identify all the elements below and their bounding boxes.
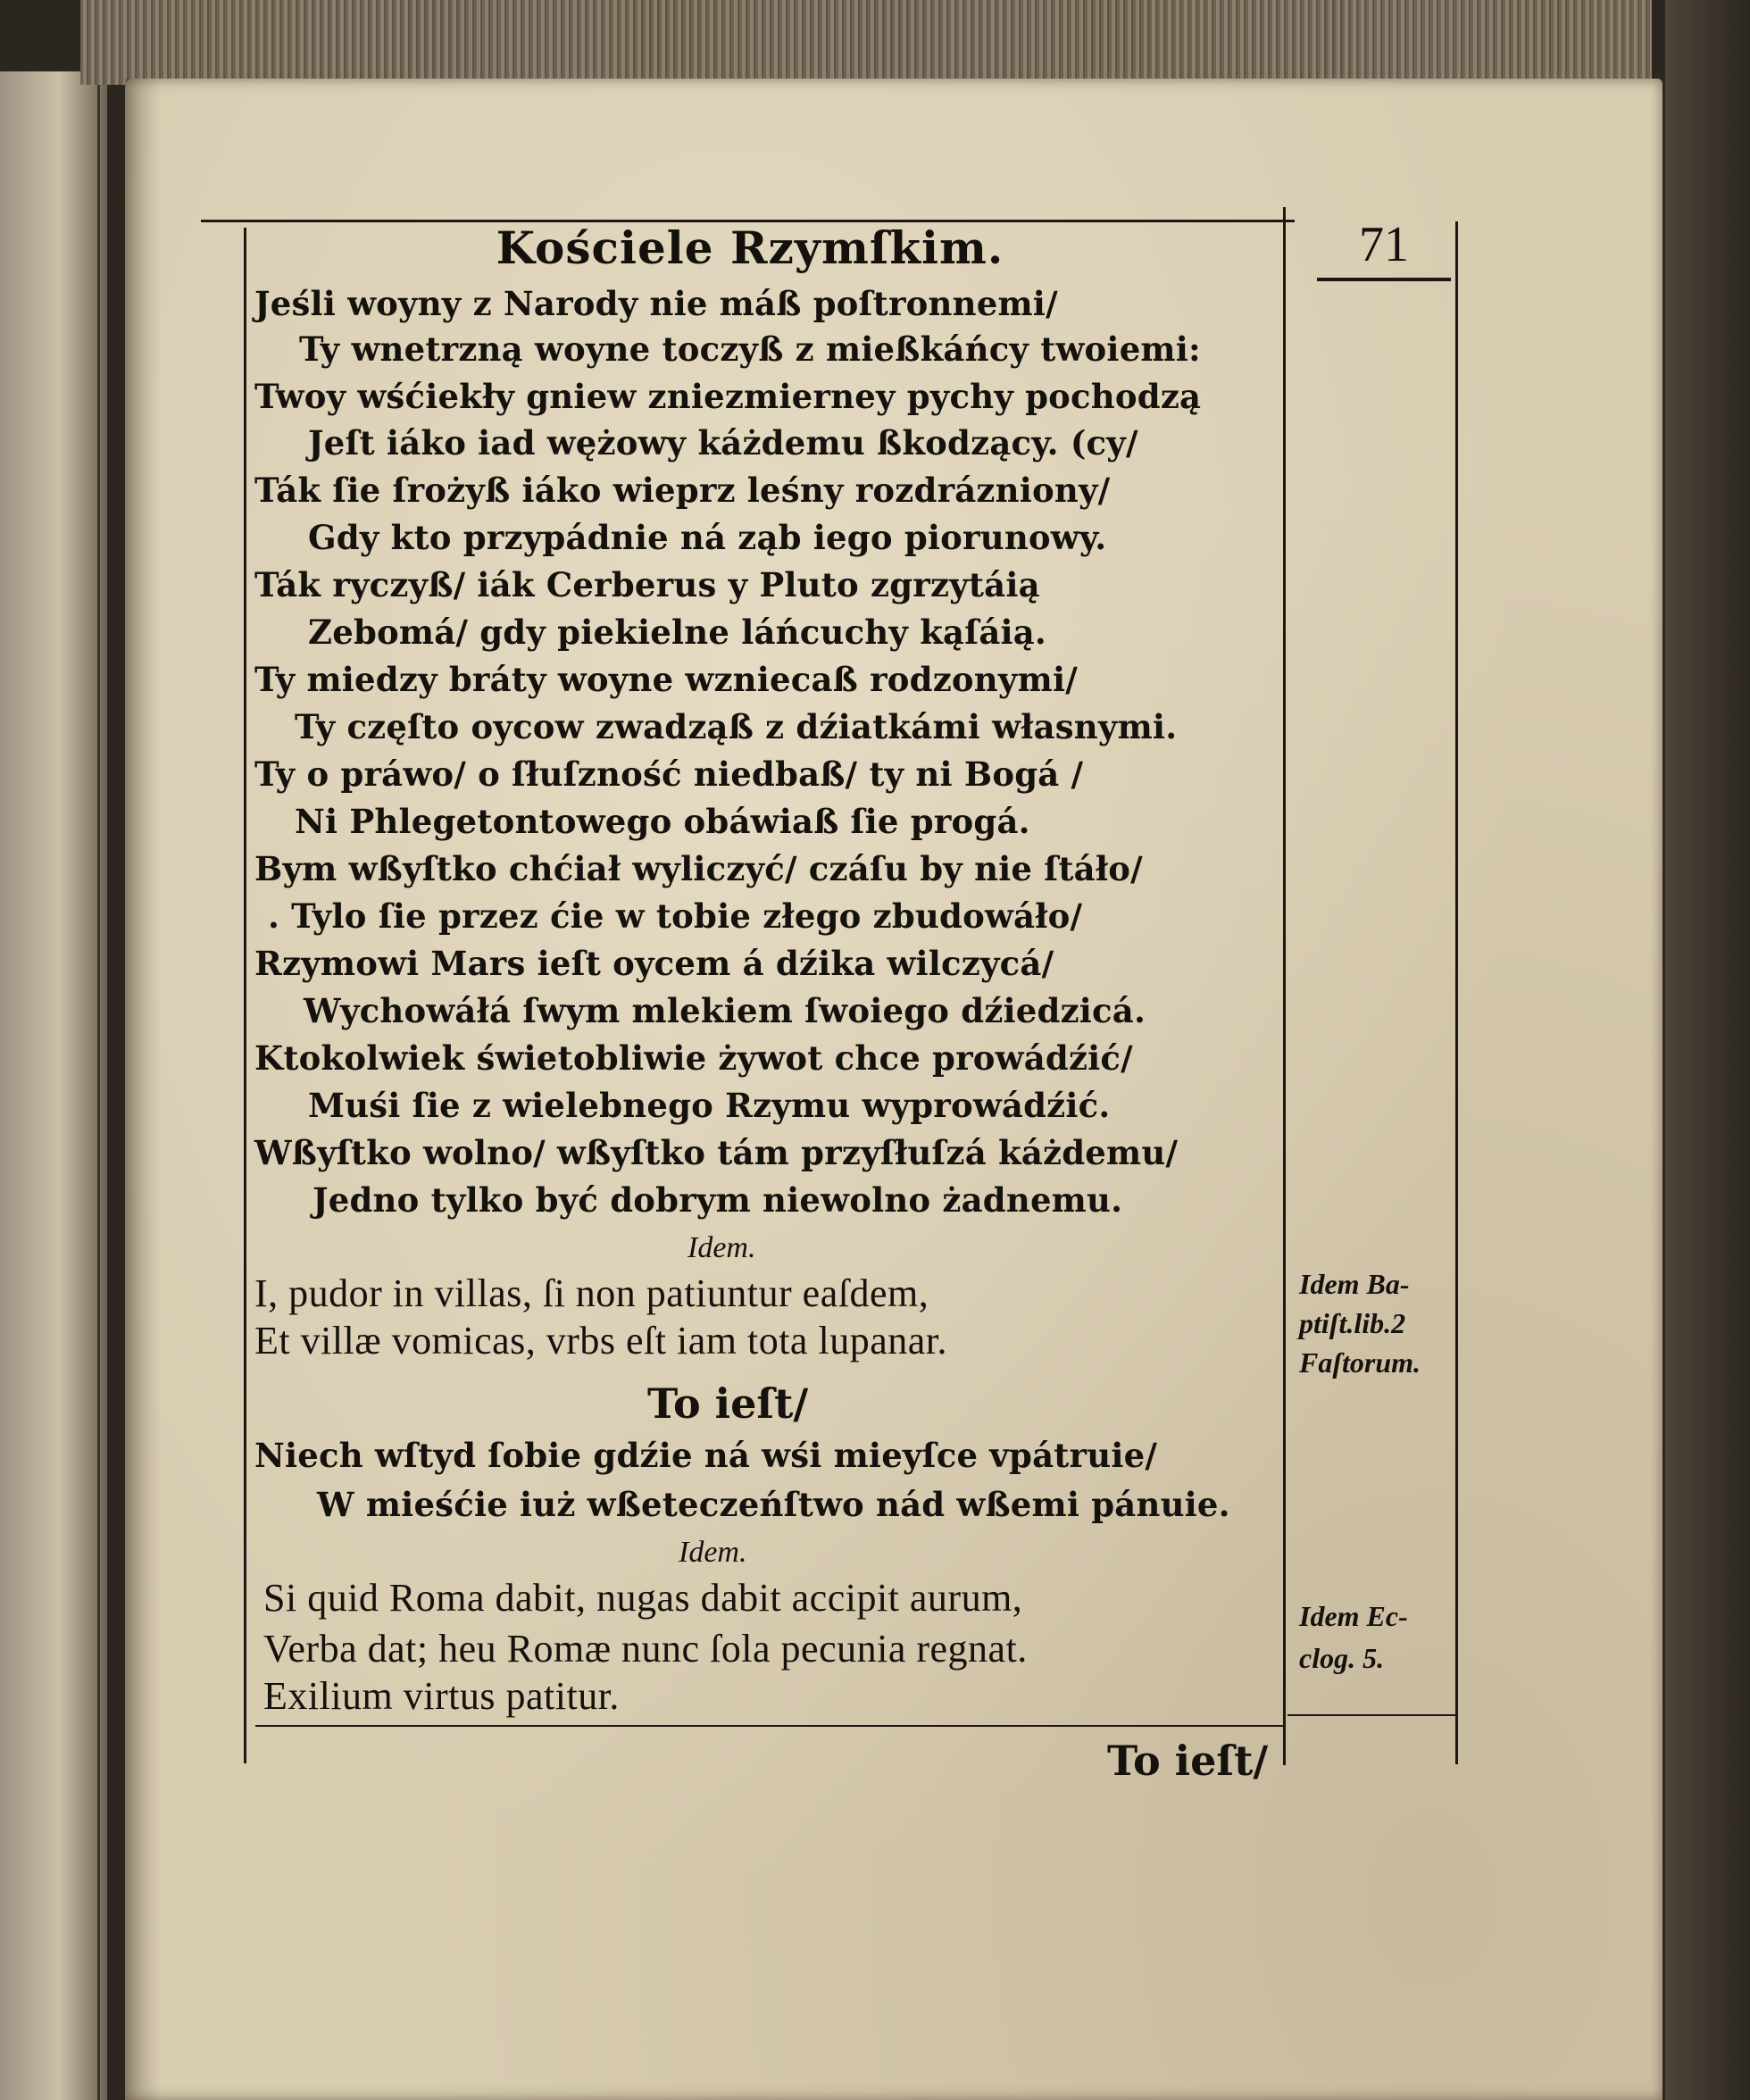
book-cover-edge — [1665, 0, 1750, 2100]
catchword: To ieſt/ — [1107, 1737, 1269, 1785]
verse-line: Ni Phlegetontowego obáwiaß ſie progá. — [295, 802, 1030, 841]
left-frame-rule — [244, 228, 246, 1763]
book-page-edges — [80, 0, 1652, 85]
verse-line: Muśi ſie z wielebnego Rzymu wyprowádźić. — [308, 1086, 1111, 1125]
page-number: 71 — [1359, 217, 1409, 272]
binding-thread — [112, 183, 125, 210]
verse-line: Bym wßyſtko chćiał wyliczyć/ czáſu by nie ſtáło/ — [254, 849, 1143, 888]
verse-line: Ták ſie ſrożyß iáko wieprz leśny rozdrázniony/ — [254, 471, 1111, 510]
verse-line: Wßyſtko wolno/ wßyſtko tám przyſłuſzá káżdemu/ — [254, 1133, 1179, 1172]
verse-line: Rzymowi Mars ieſt oycem á dźika wilczycá/ — [254, 944, 1054, 983]
latin-line: Exilium virtus patitur. — [263, 1674, 620, 1718]
verse-line: Jedno tylko być dobrym niewolno żadnemu. — [312, 1180, 1123, 1220]
margin-note-rule — [1288, 1714, 1457, 1716]
verse-line: . Tylo ſie przez ćie w tobie złego zbudowáło/ — [268, 896, 1083, 936]
latin-line: Si quid Roma dabit, nugas dabit accipit aurum, — [263, 1576, 1023, 1620]
idem-heading: Idem. — [679, 1536, 747, 1569]
verse-line: Ty miedzy bráty woyne wzniecaß rodzonymi/ — [254, 660, 1078, 699]
verse-line: Ktokolwiek świetobliwie żywot chce prowádźić/ — [254, 1038, 1133, 1078]
verse-line: W mieśćie iuż wßeteczeńſtwo nád wßemi pánuie. — [317, 1485, 1230, 1524]
margin-column-rule — [1455, 221, 1458, 1764]
margin-note-line: Idem Ba- — [1299, 1268, 1410, 1300]
idem-heading: Idem. — [688, 1231, 756, 1264]
running-head: Kościele Rzymſkim. — [496, 221, 1004, 274]
verse-line: Twoy wśćiekły gniew zniezmierney pychy pochodzą — [254, 377, 1202, 416]
page-number-rule — [1317, 278, 1451, 281]
verse-line: Ty częſto oycow zwadząß z dźiatkámi własnymi. — [295, 707, 1178, 746]
margin-note-line: Faſtorum. — [1299, 1346, 1421, 1379]
facing-page-edge — [0, 71, 107, 2100]
verse-line: Jeſt iáko iad wężowy káżdemu ßkodzący. (cy/ — [308, 423, 1138, 462]
verse-line: Jeśli woyny z Narody nie máß poſtronnemi/ — [254, 284, 1058, 323]
latin-line: I, pudor in villas, ſi non patiuntur eaſdem, — [254, 1271, 929, 1315]
verse-line: Ty o práwo/ o ſłuſzność niedbaß/ ty ni Bogá / — [254, 754, 1084, 794]
translation-heading: To ieſt/ — [647, 1379, 809, 1428]
verse-line: Zebomá/ gdy piekielne láńcuchy kąſáią. — [308, 612, 1047, 652]
margin-note-line: Idem Ec- — [1299, 1600, 1408, 1632]
verse-line: Gdy kto przypádnie ná ząb iego piorunowy. — [308, 518, 1107, 557]
verse-line: Ták ryczyß/ iák Cerberus y Pluto zgrzytáią — [254, 565, 1040, 604]
page-gutter-shadow — [125, 79, 161, 2100]
latin-line: Verba dat; heu Romæ nunc ſola pecunia regnat. — [263, 1627, 1028, 1671]
verse-line: Ty wnetrzną woyne toczyß z mießkáńcy twoiemi: — [299, 329, 1201, 369]
lower-text-rule — [255, 1725, 1284, 1727]
margin-note-line: clog. 5. — [1299, 1642, 1385, 1674]
margin-note-line: ptiſt.lib.2 — [1299, 1307, 1406, 1339]
text-column-rule — [1283, 207, 1286, 1765]
verse-line: Niech wſtyd ſobie gdźie ná wśi mieyſce vpátruie/ — [254, 1436, 1158, 1475]
latin-line: Et villæ vomicas, vrbs eſt iam tota lupanar. — [254, 1319, 947, 1362]
verse-line: Wychowáłá ſwym mlekiem ſwoiego dźiedzicá. — [304, 991, 1146, 1030]
